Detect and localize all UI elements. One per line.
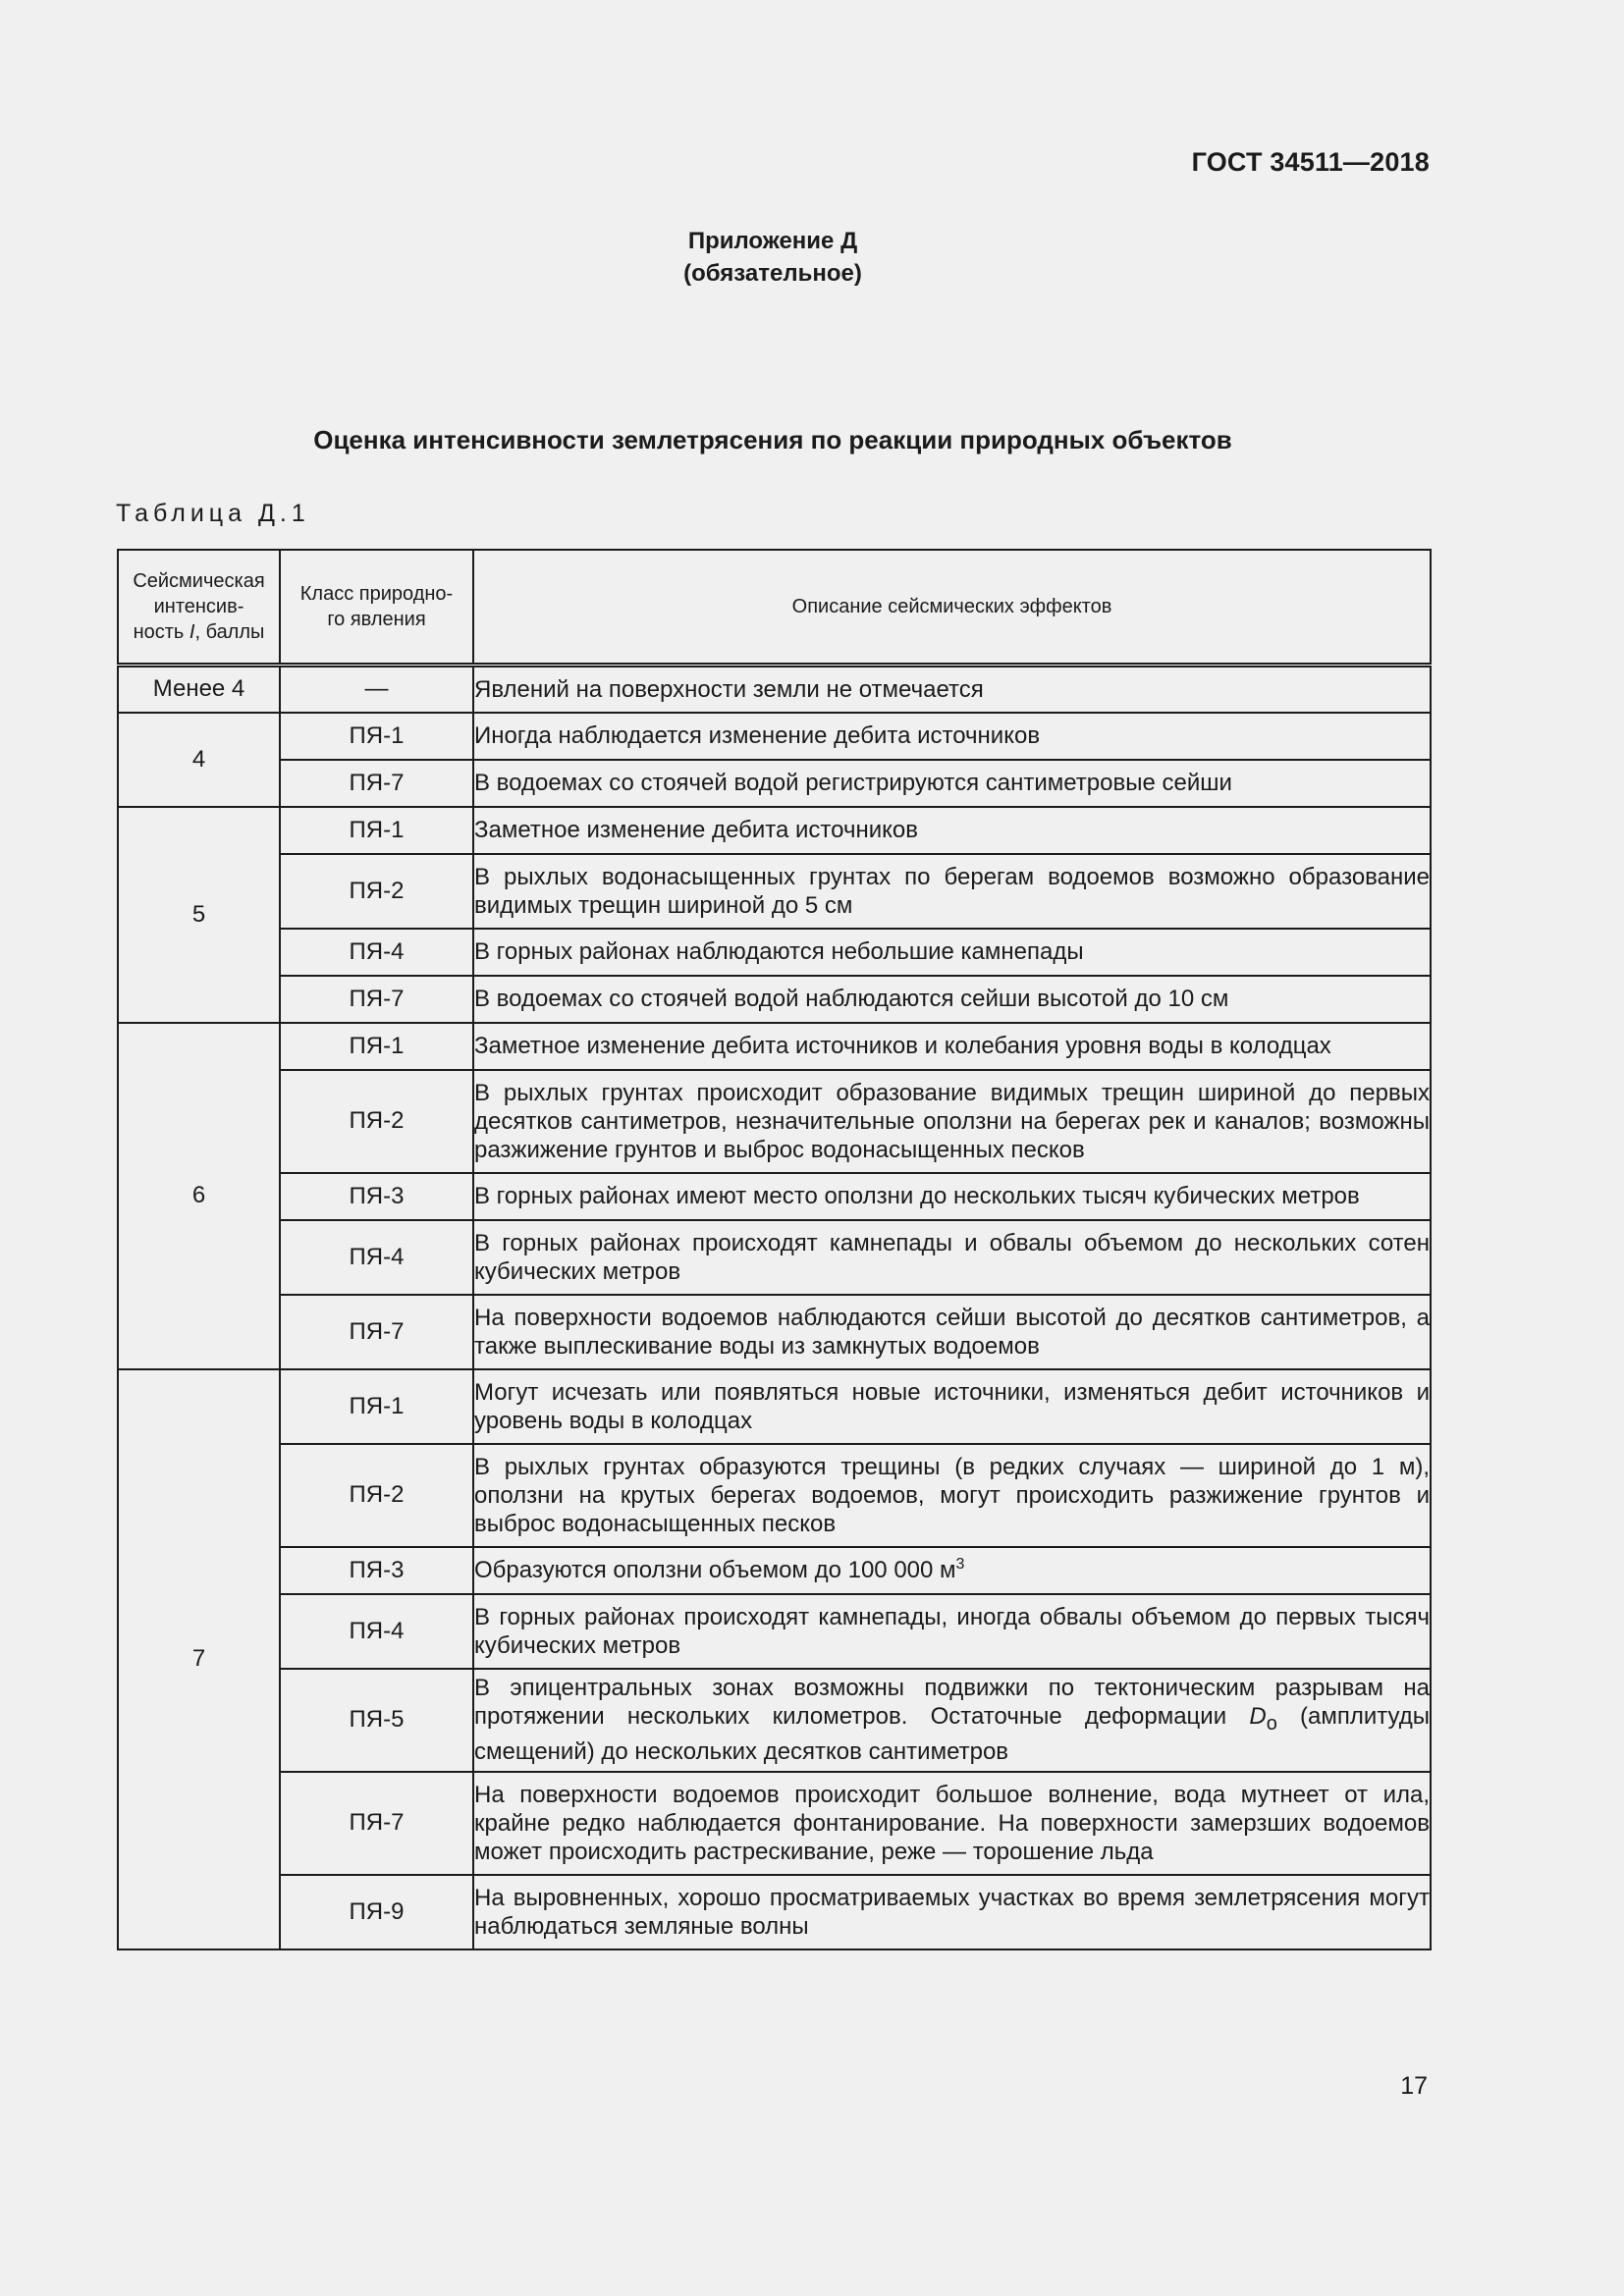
description-cell: На выровненных, хорошо просматриваемых участках во время землетрясения могут наблюдаться земляные волны (473, 1875, 1431, 1949)
intensity-cell: 7 (118, 1369, 280, 1949)
description-cell: На поверхности водоемов наблюдаются сейши высотой до десятков сантиметров, а также выплескивание воды из замкнутых водоемов (473, 1295, 1431, 1369)
class-cell: ПЯ-1 (280, 807, 473, 854)
table-row (118, 1669, 1431, 1772)
class-cell: ПЯ-1 (280, 1369, 473, 1444)
intensity-cell: Менее 4 (118, 666, 280, 713)
class-cell: ПЯ-4 (280, 929, 473, 976)
table-row (118, 854, 1431, 929)
class-cell: ПЯ-7 (280, 760, 473, 807)
intensity-cell: 5 (118, 807, 280, 1023)
description-cell: Иногда наблюдается изменение дебита источников (473, 713, 1431, 760)
class-cell: ПЯ-2 (280, 1070, 473, 1173)
class-cell: ПЯ-7 (280, 1772, 473, 1875)
class-cell: ПЯ-5 (280, 1669, 473, 1772)
appendix-heading (0, 225, 1545, 290)
table-row (118, 1444, 1431, 1547)
table-row (118, 1369, 1431, 1444)
table-header-row (118, 550, 1431, 666)
description-cell: В водоемах со стоячей водой регистрируются сантиметровые сейши (473, 760, 1431, 807)
class-cell: ПЯ-3 (280, 1173, 473, 1220)
page-number: 17 (1400, 2072, 1428, 2100)
table-row (118, 1295, 1431, 1369)
description-cell: Образуются оползни объемом до 100 000 $м^3$ (473, 1547, 1431, 1594)
class-cell: ПЯ-1 (280, 1023, 473, 1070)
description-cell: В рыхлых грунтах происходит образование видимых трещин шириной до первых десятков сантиметров, незначительные оползни на берегах рек и каналов; возможны разжижение грунтов и выброс водонасыщенных песков (473, 1070, 1431, 1173)
description-cell: В рыхлых водонасыщенных грунтах по берегам водоемов возможно образование видимых трещин шириной до 5 см (473, 854, 1431, 929)
description-cell: В горных районах наблюдаются небольшие камнепады (473, 929, 1431, 976)
class-cell: ПЯ-4 (280, 1594, 473, 1669)
class-cell: ПЯ-4 (280, 1220, 473, 1295)
table-row (118, 1772, 1431, 1875)
class-cell: ПЯ-7 (280, 1295, 473, 1369)
class-cell: ПЯ-2 (280, 1444, 473, 1547)
table-row (118, 929, 1431, 976)
table-row (118, 1023, 1431, 1070)
page-title: Оценка интенсивности землетрясения по реакции природных объектов (313, 425, 1232, 454)
description-cell: Заметное изменение дебита источников и колебания уровня воды в колодцах (473, 1023, 1431, 1070)
table-row (118, 1220, 1431, 1295)
table-row (118, 1875, 1431, 1949)
table-row (118, 1547, 1431, 1594)
description-cell: В горных районах происходят камнепады, иногда обвалы объемом до первых тысяч кубических метров (473, 1594, 1431, 1669)
description-cell: В рыхлых грунтах образуются трещины (в редких случаях — шириной до 1 м), оползни на крутых берегах водоемов, могут происходить разжижение грунтов и выброс водонасыщенных песков (473, 1444, 1431, 1547)
table-row (118, 760, 1431, 807)
table-row (118, 713, 1431, 760)
table-caption: Таблица Д.1 (116, 500, 310, 527)
description-cell: В водоемах со стоячей водой наблюдаются сейши высотой до 10 см (473, 976, 1431, 1023)
table-row (118, 1173, 1431, 1220)
table-row (118, 666, 1431, 713)
intensity-cell: 4 (118, 713, 280, 807)
appendix-title: Приложение Д (687, 228, 858, 254)
intensity-cell: 6 (118, 1023, 280, 1369)
description-cell: Могут исчезать или появляться новые источники, изменяться дебит источников и уровень воды в колодцах (473, 1369, 1431, 1444)
appendix-status: (обязательное) (683, 260, 862, 287)
table-row (118, 976, 1431, 1023)
document-code: ГОСТ 34511—2018 (1191, 147, 1430, 177)
header-class: Класс природно- го явления (280, 550, 473, 666)
class-cell: — (280, 666, 473, 713)
class-cell: ПЯ-9 (280, 1875, 473, 1949)
description-cell: На поверхности водоемов происходит большое волнение, вода мутнеет от ила, крайне редко наблюдается фонтанирование. На поверхности замерзших водоемов может происходить растрескивание, реже — торошение льда (473, 1772, 1431, 1875)
description-cell: В горных районах имеют место оползни до нескольких тысяч кубических метров (473, 1173, 1431, 1220)
table-row (118, 1070, 1431, 1173)
description-cell: Заметное изменение дебита источников (473, 807, 1431, 854)
description-cell: В горных районах происходят камнепады и обвалы объемом до нескольких сотен кубических метров (473, 1220, 1431, 1295)
class-cell: ПЯ-2 (280, 854, 473, 929)
class-cell: ПЯ-1 (280, 713, 473, 760)
header-intensity: Сейсмическая интенсив- ность I, баллы (118, 550, 280, 666)
class-cell: ПЯ-3 (280, 1547, 473, 1594)
class-cell: ПЯ-7 (280, 976, 473, 1023)
seismic-effects-table (117, 549, 1432, 1950)
description-cell: В эпицентральных зонах возможны подвижки по тектоническим разрывам на протяжении нескольких километров. Остаточные деформации $D_о$ (амплитуды смещений) до нескольких десятков сантиметров (473, 1669, 1431, 1772)
table-row (118, 807, 1431, 854)
table-row (118, 1594, 1431, 1669)
header-description: Описание сейсмических эффектов (473, 550, 1431, 666)
description-cell: Явлений на поверхности земли не отмечается (473, 666, 1431, 713)
